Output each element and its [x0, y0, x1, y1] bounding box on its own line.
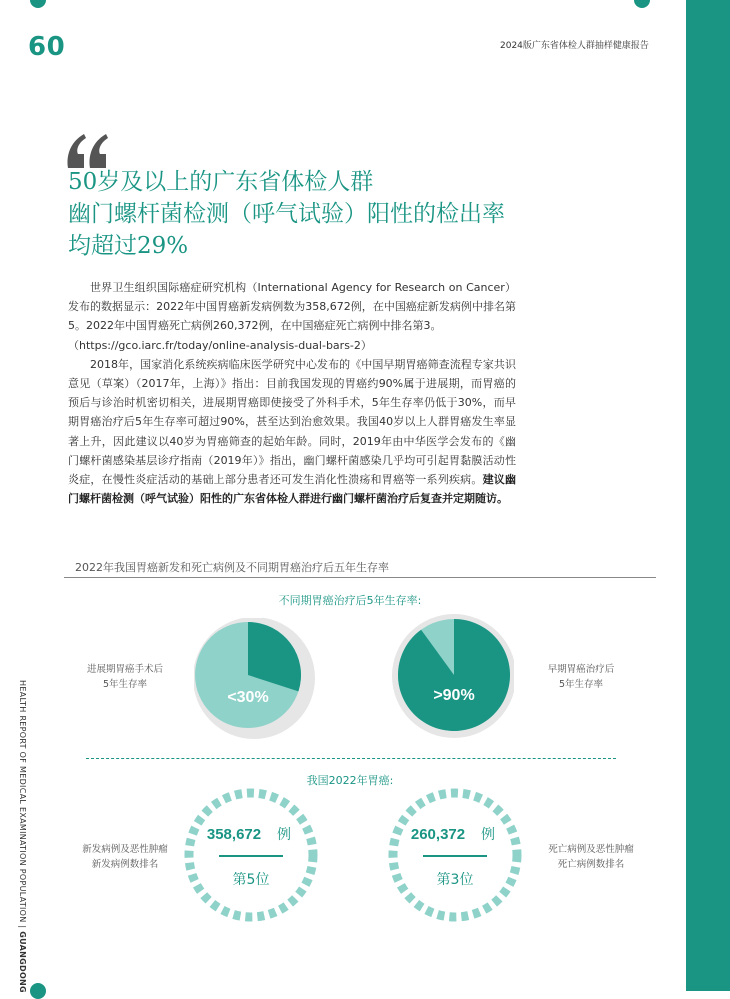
- new-cases-label: [60, 842, 190, 872]
- new-cases-rank: 第5位: [232, 872, 270, 888]
- paragraph-2-text: 2018年，国家消化系统疾病临床医学研究中心发布的《中国早期胃癌筛查流程专家共识意见（草案）（2017年，上海）》指出：目前我国发现的胃癌约90%属于进展期，而胃癌的预后与诊治时机密切相关，进展期胃癌即使接受了外科手术，5年生存率仍低于30%，而早期胃癌治疗后5年生存率可超过90%，甚至达到治愈效果。我国40岁以上人群胃癌发生率显著上升，因此建议以40岁为胃癌筛查的起始年龄。同时，2019年由中华医学会发布的《幽门螺杆菌感染基层诊疗指南（2019年）》指出，幽门螺杆菌感染几乎均可引起胃黏膜活动性炎症，在慢性炎症活动的基础上部分患者还可发生消化性溃疡和胃癌等一系列疾病。: [68, 357, 516, 487]
- headline-line-2: 幽门螺杆菌检测（呼气试验）阳性的检出率: [68, 201, 505, 227]
- side-text-full: [18, 680, 27, 993]
- early-pie-slice: [398, 619, 510, 731]
- deaths-unit: 例: [481, 827, 495, 843]
- side-text-english: HEALTH REPORT OF MEDICAL EXAMINATION POPULATION: [18, 680, 27, 923]
- side-text-separator: |: [18, 925, 27, 929]
- top-right-dot: [634, 0, 650, 8]
- headline: [68, 166, 588, 262]
- cases-subtitle: 我国2022年胃癌:: [306, 774, 394, 787]
- early-pie-value: >90%: [433, 687, 475, 704]
- paragraph-1: 世界卫生组织国际癌症研究机构（International Agency for Research on Cancer）发布的数据显示：2022年中国胃癌新发病例数为358,672例，在中国癌症新发病例中排名第5。2022年中国胃癌死亡病例260,372例，在中国癌症死亡病例中排名第3。: [68, 281, 516, 333]
- advanced-label-line-1: 进展期胃癌手术后: [86, 664, 163, 675]
- paragraph-2-bold: 建议幽门螺杆菌检测（呼气试验）阳性的广东省体检人群进行幽门螺杆菌治疗后复查并定期随访。: [68, 473, 517, 506]
- new-cases-label-line-1: 新发病例及恶性肿瘤: [82, 844, 168, 855]
- figure-title: 2022年我国胃癌新发和死亡病例及不同期胃癌治疗后五年生存率: [75, 561, 389, 574]
- new-cases-unit: 例: [277, 827, 291, 843]
- side-text-region: GUANGDONG: [18, 931, 27, 993]
- deaths-label-line-1: 死亡病例及恶性肿瘤: [548, 844, 634, 855]
- advanced-label: [60, 662, 190, 692]
- early-survival-pie: [388, 614, 514, 740]
- bottom-left-dot: [30, 983, 46, 999]
- deaths-label-line-2: 死亡病例数排名: [557, 859, 625, 870]
- early-label-line-1: 早期胃癌治疗后: [547, 664, 615, 675]
- report-title: 2024版广东省体检人群抽样健康报告: [500, 41, 649, 51]
- advanced-label-line-2: 5年生存率: [102, 679, 148, 690]
- section-divider: [86, 758, 616, 759]
- deaths-number: 260,372: [410, 826, 466, 843]
- paragraph-1-link: （https://gco.iarc.fr/today/online-analysis-dual-bars-2）: [68, 338, 372, 352]
- deaths-rank: 第3位: [436, 872, 474, 888]
- top-left-dot: [30, 0, 46, 8]
- paragraph-2: [68, 355, 516, 509]
- figure-title-rule: [64, 577, 656, 578]
- early-label: [516, 662, 646, 692]
- side-vertical-text: [18, 680, 38, 993]
- deaths-badge: [386, 786, 524, 924]
- new-cases-badge: [182, 786, 320, 924]
- advanced-survival-pie: [194, 618, 320, 744]
- new-cases-number: 358,672: [206, 826, 262, 843]
- body-text: [68, 278, 516, 508]
- survival-subtitle: 不同期胃癌治疗后5年生存率:: [278, 594, 422, 607]
- new-cases-label-line-2: 新发病例数排名: [91, 859, 159, 870]
- advanced-pie-value: <30%: [227, 689, 269, 706]
- early-label-line-2: 5年生存率: [558, 679, 604, 690]
- page-number: 60: [28, 32, 66, 62]
- quote-mark-svg: [64, 134, 110, 168]
- headline-line-3: 均超过29%: [68, 233, 189, 259]
- headline-line-1: 50岁及以上的广东省体检人群: [68, 169, 374, 195]
- right-edge-bar: [686, 0, 730, 991]
- deaths-label: [526, 842, 656, 872]
